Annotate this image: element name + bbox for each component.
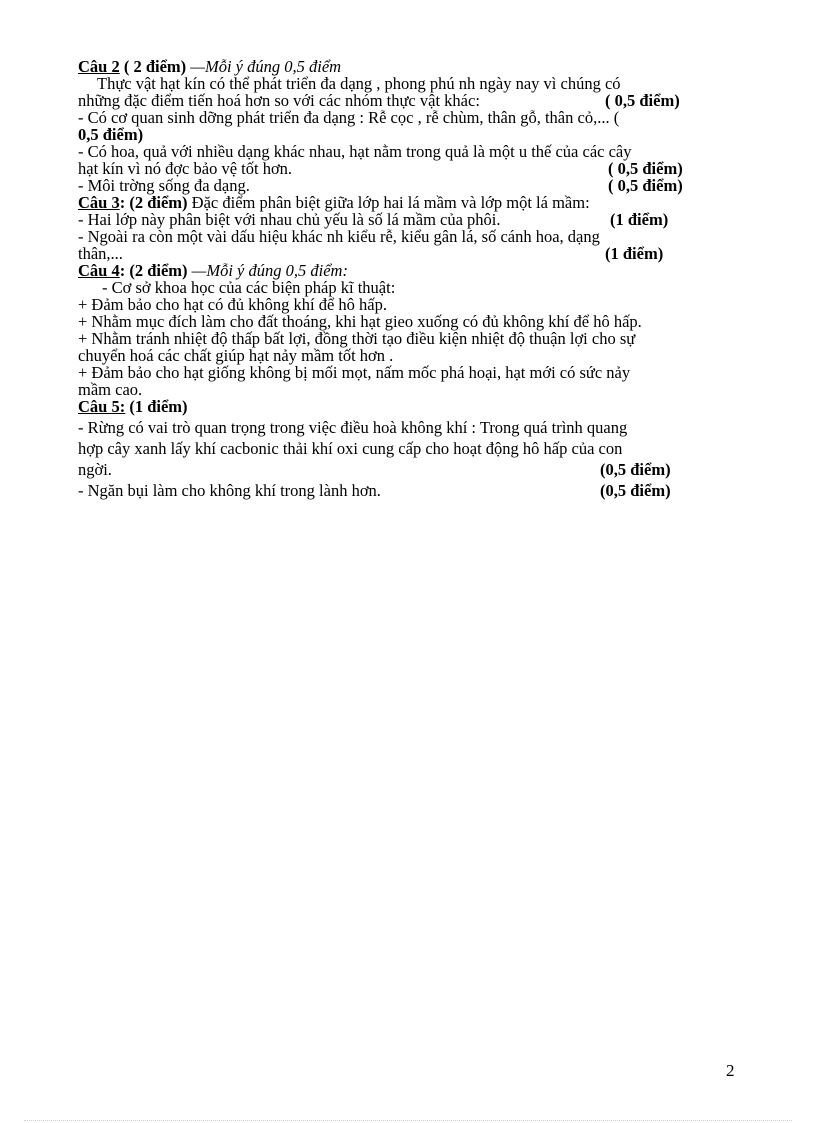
q2-points: ( 2 điểm) bbox=[119, 57, 187, 76]
q3-line-3: - Ngoài ra còn một vài dấu hiệu khác nh kiểu rễ, kiểu gân lá, số cánh hoa, dạng bbox=[78, 227, 600, 246]
q2-line-4: 0,5 điểm) bbox=[78, 125, 144, 144]
q3-label: Câu 3 bbox=[78, 193, 120, 212]
q2-line-7 bbox=[78, 177, 740, 194]
q2-line-1: Thực vật hạt kín có thể phát triển đa dạng , phong phú nh ngày nay vì chúng có bbox=[97, 74, 621, 93]
q4-line-7: mầm cao. bbox=[78, 380, 143, 399]
q4-line-2: + Đảm bảo cho hạt có đủ không khí để hô hấp. bbox=[78, 295, 387, 314]
q3-line-4-text: thân,... bbox=[78, 244, 123, 263]
answer-key bbox=[78, 58, 740, 501]
q5-line-4 bbox=[78, 480, 740, 501]
q3-points: : (2 điểm) bbox=[119, 193, 188, 212]
q2-line-6-score: ( 0,5 điểm) bbox=[608, 159, 683, 178]
q2-line-2-score: ( 0,5 điểm) bbox=[605, 91, 680, 110]
q5-line-4-score: (0,5 điểm) bbox=[600, 481, 671, 500]
q5-label: Câu 5: bbox=[78, 397, 126, 416]
q5-line-3 bbox=[78, 459, 740, 480]
q4-line-3: + Nhằm mục đích làm cho đất thoáng, khi hạt gieo xuống có đủ không khí để hô hấp. bbox=[78, 312, 642, 331]
q3-heading bbox=[78, 194, 740, 211]
q5-line-3-score: (0,5 điểm) bbox=[600, 460, 671, 479]
q2-line-7-text: - Môi trờng sống đa dạng. bbox=[78, 176, 250, 195]
q5-line-2: hợp cây xanh lấy khí cacbonic thải khí oxi cung cấp cho hoạt động hô hấp của con bbox=[78, 439, 623, 458]
q2-line-3: - Có cơ quan sinh dỡng phát triển đa dạng : Rễ cọc , rễ chùm, thân gỗ, thân cỏ,... ( bbox=[78, 108, 620, 127]
q2-note: —Mỗi ý đúng 0,5 điểm bbox=[186, 57, 342, 76]
q4-line-4: + Nhằm tránh nhiệt độ thấp bất lợi, đồng thời tạo điều kiện nhiệt độ thuận lợi cho sự bbox=[78, 329, 636, 348]
q2-line-2-text: những đặc điểm tiến hoá hơn so với các nhóm thực vật khác: bbox=[78, 91, 480, 110]
q2-line-6 bbox=[78, 160, 740, 177]
q3-line-2-score: (1 điểm) bbox=[610, 210, 669, 229]
q4-line-6: + Đảm bảo cho hạt giống không bị mối mọt, nấm mốc phá hoại, hạt mới có sức nảy bbox=[78, 363, 631, 382]
q4-points: : (2 điểm) bbox=[119, 261, 188, 280]
q4-label: Câu 4 bbox=[78, 261, 120, 280]
q3-line-2-text: - Hai lớp này phân biệt với nhau chủ yếu là số lá mầm của phôi. bbox=[78, 210, 501, 229]
q4-note: —Mỗi ý đúng 0,5 điểm: bbox=[187, 261, 348, 280]
q5-line-3-text: ngời. bbox=[78, 460, 112, 479]
q4-line-1: - Cơ sở khoa học của các biện pháp kĩ thuật: bbox=[102, 278, 396, 297]
q2-heading bbox=[78, 58, 740, 75]
q5-heading bbox=[78, 398, 740, 415]
q4-line-5: chuyển hoá các chất giúp hạt nảy mầm tốt hơn . bbox=[78, 346, 394, 365]
q5-line-4-text: - Ngăn bụi làm cho không khí trong lành hơn. bbox=[78, 481, 381, 500]
q5-line-1: - Rừng có vai trò quan trọng trong việc điều hoà không khí : Trong quá trình quang bbox=[78, 418, 628, 437]
q2-label: Câu 2 bbox=[78, 57, 120, 76]
q2-line-6-text: hạt kín vì nó đợc bảo vệ tốt hơn. bbox=[78, 159, 293, 178]
q3-intro: Đặc điểm phân biệt giữa lớp hai lá mầm và lớp một lá mầm: bbox=[187, 193, 590, 212]
footer-divider bbox=[24, 1120, 792, 1121]
q3-line-4 bbox=[78, 245, 740, 262]
q2-line-2 bbox=[78, 92, 740, 109]
q4-heading bbox=[78, 262, 740, 279]
page-number: 2 bbox=[726, 1061, 735, 1080]
q2-line-5: - Có hoa, quả với nhiều dạng khác nhau, hạt nằm trong quả là một u thế của các cây bbox=[78, 142, 632, 161]
q3-line-4-score: (1 điểm) bbox=[605, 244, 664, 263]
q3-line-2 bbox=[78, 211, 740, 228]
q5-points: (1 điểm) bbox=[125, 397, 188, 416]
q2-line-7-score: ( 0,5 điểm) bbox=[608, 176, 683, 195]
